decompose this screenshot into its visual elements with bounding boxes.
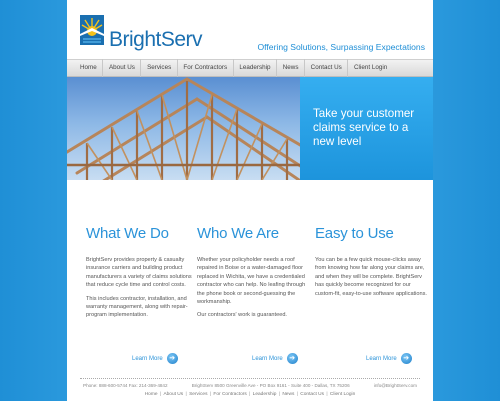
- arrow-right-icon: ➔: [401, 353, 412, 364]
- learn-more-label: Learn More: [252, 355, 283, 362]
- footer-address: BrightServ 8500 Greenville Ave - PO Box 9161 - Suite 400 - Dallas, TX 75206: [191, 383, 350, 388]
- arrow-right-icon: ➔: [167, 353, 178, 364]
- nav-contact-us[interactable]: Contact Us: [305, 59, 348, 77]
- column-what-we-do: [86, 225, 198, 325]
- footer-link-news[interactable]: News: [282, 392, 295, 397]
- brand-name-part1: Bright: [109, 28, 161, 51]
- nav-news[interactable]: News: [277, 59, 305, 77]
- learn-more-who-we-are[interactable]: [252, 353, 298, 364]
- footer-phone: Phone: 888-600-5744 Fax: 214-369-4842: [83, 383, 168, 388]
- brand-name[interactable]: [109, 28, 202, 52]
- nav-home[interactable]: Home: [67, 59, 103, 77]
- brand-name-part2: Serv: [160, 28, 203, 51]
- footer-link-home[interactable]: Home: [144, 392, 158, 397]
- column-easy-to-use: [315, 225, 427, 303]
- nav-about-us[interactable]: About Us: [103, 59, 141, 77]
- footer-link-client-login[interactable]: Client Login: [329, 392, 356, 397]
- column-title: Easy to Use: [315, 225, 394, 242]
- footer-link-leadership[interactable]: Leadership: [252, 392, 277, 397]
- footer-contact-info: [83, 383, 417, 388]
- column-paragraph: Whether your policyholder needs a roof repaired in Boise or a water-damaged floor replaced in Wichita, we have a credentialed contractor who can help. No leafing through the phone book or second-guessing the workmanship.: [197, 257, 306, 306]
- column-paragraph: This includes contractor, installation, and warranty management, along with repair-program implementation.: [86, 295, 188, 319]
- learn-more-easy-to-use[interactable]: [366, 353, 412, 364]
- nav-for-contractors[interactable]: For Contractors: [178, 59, 234, 77]
- nav-services[interactable]: Services: [141, 59, 177, 77]
- hero-headline: Take your customer claims service to a new level: [313, 107, 415, 148]
- hero-roof-framing-image: [67, 77, 300, 180]
- column-paragraph: You can be a few quick mouse-clicks away from knowing how far along your claims are, and when they will be complete. BrightServ has quickly become recognized for our custom-fit, easy-to-use software applications.: [315, 257, 427, 297]
- learn-more-label: Learn More: [132, 355, 163, 362]
- header: [67, 0, 433, 58]
- nav-leadership[interactable]: Leadership: [234, 59, 277, 77]
- hero-banner: [67, 77, 433, 180]
- learn-more-label: Learn More: [366, 355, 397, 362]
- column-title: Who We Are: [197, 225, 279, 242]
- footer-link-services[interactable]: Services: [189, 392, 208, 397]
- learn-more-what-we-do[interactable]: [132, 353, 178, 364]
- column-paragraph: BrightServ provides property & casualty insurance carriers and building product manufacturers a variety of claims solutions that reduce cycle time and control costs.: [86, 257, 192, 289]
- main-nav: [67, 59, 433, 77]
- footer-link-contact-us[interactable]: Contact Us: [300, 392, 324, 397]
- sunrise-logo-icon[interactable]: [80, 15, 104, 45]
- footer-link-about-us[interactable]: About Us: [163, 392, 184, 397]
- nav-client-login[interactable]: Client Login: [354, 64, 388, 71]
- page: [67, 0, 433, 401]
- footer-links: Home | About Us | Services | For Contractors | Leadership | News | Contact Us | Client Login: [144, 392, 356, 397]
- column-who-we-are: [197, 225, 309, 325]
- footer: [67, 378, 433, 401]
- footer-link-for-contractors[interactable]: For Contractors: [213, 392, 247, 397]
- arrow-right-icon: ➔: [287, 353, 298, 364]
- footer-email[interactable]: info@BrightServ.com: [373, 383, 417, 388]
- feature-columns: [67, 225, 433, 365]
- column-title: What We Do: [86, 225, 169, 242]
- tagline: Offering Solutions, Surpassing Expectations: [257, 42, 425, 52]
- footer-divider: [80, 378, 420, 379]
- hero-callout-panel: [300, 77, 433, 180]
- column-paragraph: Our contractors' work is guaranteed.: [197, 312, 287, 319]
